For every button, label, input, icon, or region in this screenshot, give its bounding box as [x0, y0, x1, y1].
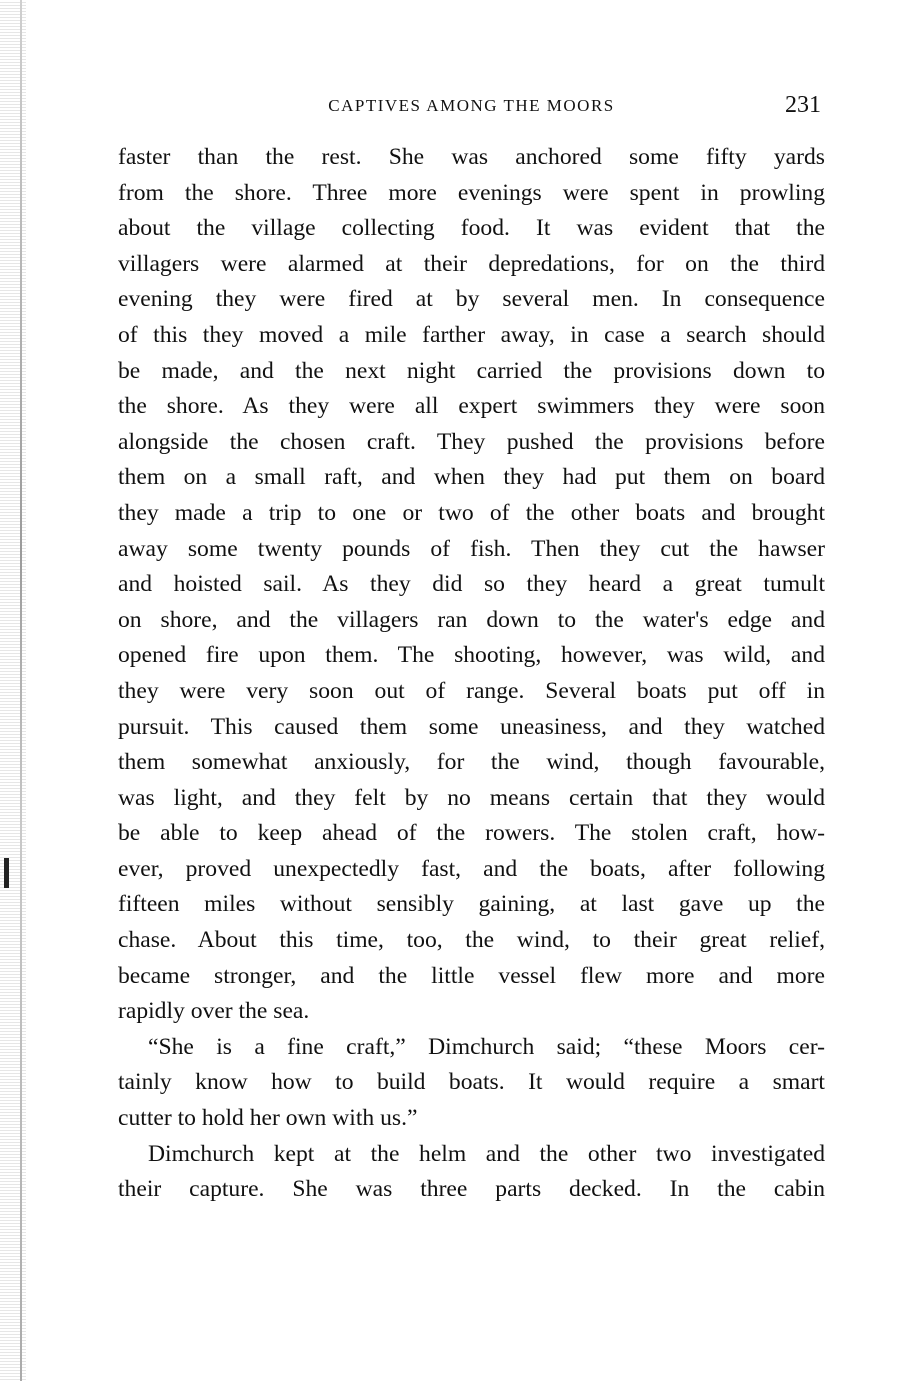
text-line: was light, and they felt by no means certain that they would	[118, 784, 825, 811]
page-number: 231	[785, 92, 821, 118]
text-line: ever, proved unexpectedly fast, and the boats, after following	[118, 855, 825, 882]
text-line: about the village collecting food. It was evident that the	[118, 215, 825, 242]
text-line: opened fire upon them. The shooting, however, was wild, and	[118, 642, 825, 669]
text-line: they made a trip to one or two of the other boats and brought	[118, 499, 825, 526]
text-line: them somewhat anxiously, for the wind, though favourable,	[118, 749, 825, 776]
text-line: chase. About this time, too, the wind, to their great relief,	[118, 927, 825, 954]
text-line: became stronger, and the little vessel flew more and more	[118, 962, 825, 989]
text-line: they were very soon out of range. Several boats put off in	[118, 677, 825, 704]
running-title: CAPTIVES AMONG THE MOORS	[328, 96, 615, 115]
paragraph-end-line: rapidly over the sea.	[118, 998, 310, 1025]
text-line: their capture. She was three parts decked. In the cabin	[118, 1176, 825, 1203]
text-line: villagers were alarmed at their depredations, for on the third	[118, 250, 825, 277]
body-text	[118, 140, 825, 1208]
text-line: away some twenty pounds of fish. Then they cut the hawser	[118, 535, 825, 562]
scan-mark	[4, 858, 9, 888]
paragraph-end-line: cutter to hold her own with us.”	[118, 1105, 418, 1132]
text-line: them on a small raft, and when they had put them on board	[118, 464, 825, 491]
text-line: the shore. As they were all expert swimmers they were soon	[118, 393, 825, 420]
text-line: evening they were fired at by several men. In consequence	[118, 286, 825, 313]
text-line: and hoisted sail. As they did so they heard a great tumult	[118, 571, 825, 598]
binding-edge	[20, 0, 22, 1381]
text-line: of this they moved a mile farther away, in case a search should	[118, 321, 825, 348]
text-line: from the shore. Three more evenings were spent in prowling	[118, 179, 825, 206]
text-line: be made, and the next night carried the provisions down to	[118, 357, 825, 384]
running-head	[118, 92, 825, 122]
text-line: tainly know how to build boats. It would require a smart	[118, 1069, 825, 1096]
text-line: on shore, and the villagers ran down to the water's edge and	[118, 606, 825, 633]
text-line: “She is a fine craft,” Dimchurch said; “these Moors cer-	[148, 1033, 825, 1060]
text-line: be able to keep ahead of the rowers. The stolen craft, how-	[118, 820, 825, 847]
text-line: alongside the chosen craft. They pushed the provisions before	[118, 428, 825, 455]
text-line: fifteen miles without sensibly gaining, at last gave up the	[118, 891, 825, 918]
text-line: Dimchurch kept at the helm and the other two investigated	[148, 1140, 825, 1167]
text-line: faster than the rest. She was anchored some fifty yards	[118, 144, 825, 170]
text-line: pursuit. This caused them some uneasiness, and they watched	[118, 713, 825, 740]
binding-gutter	[0, 0, 26, 1381]
